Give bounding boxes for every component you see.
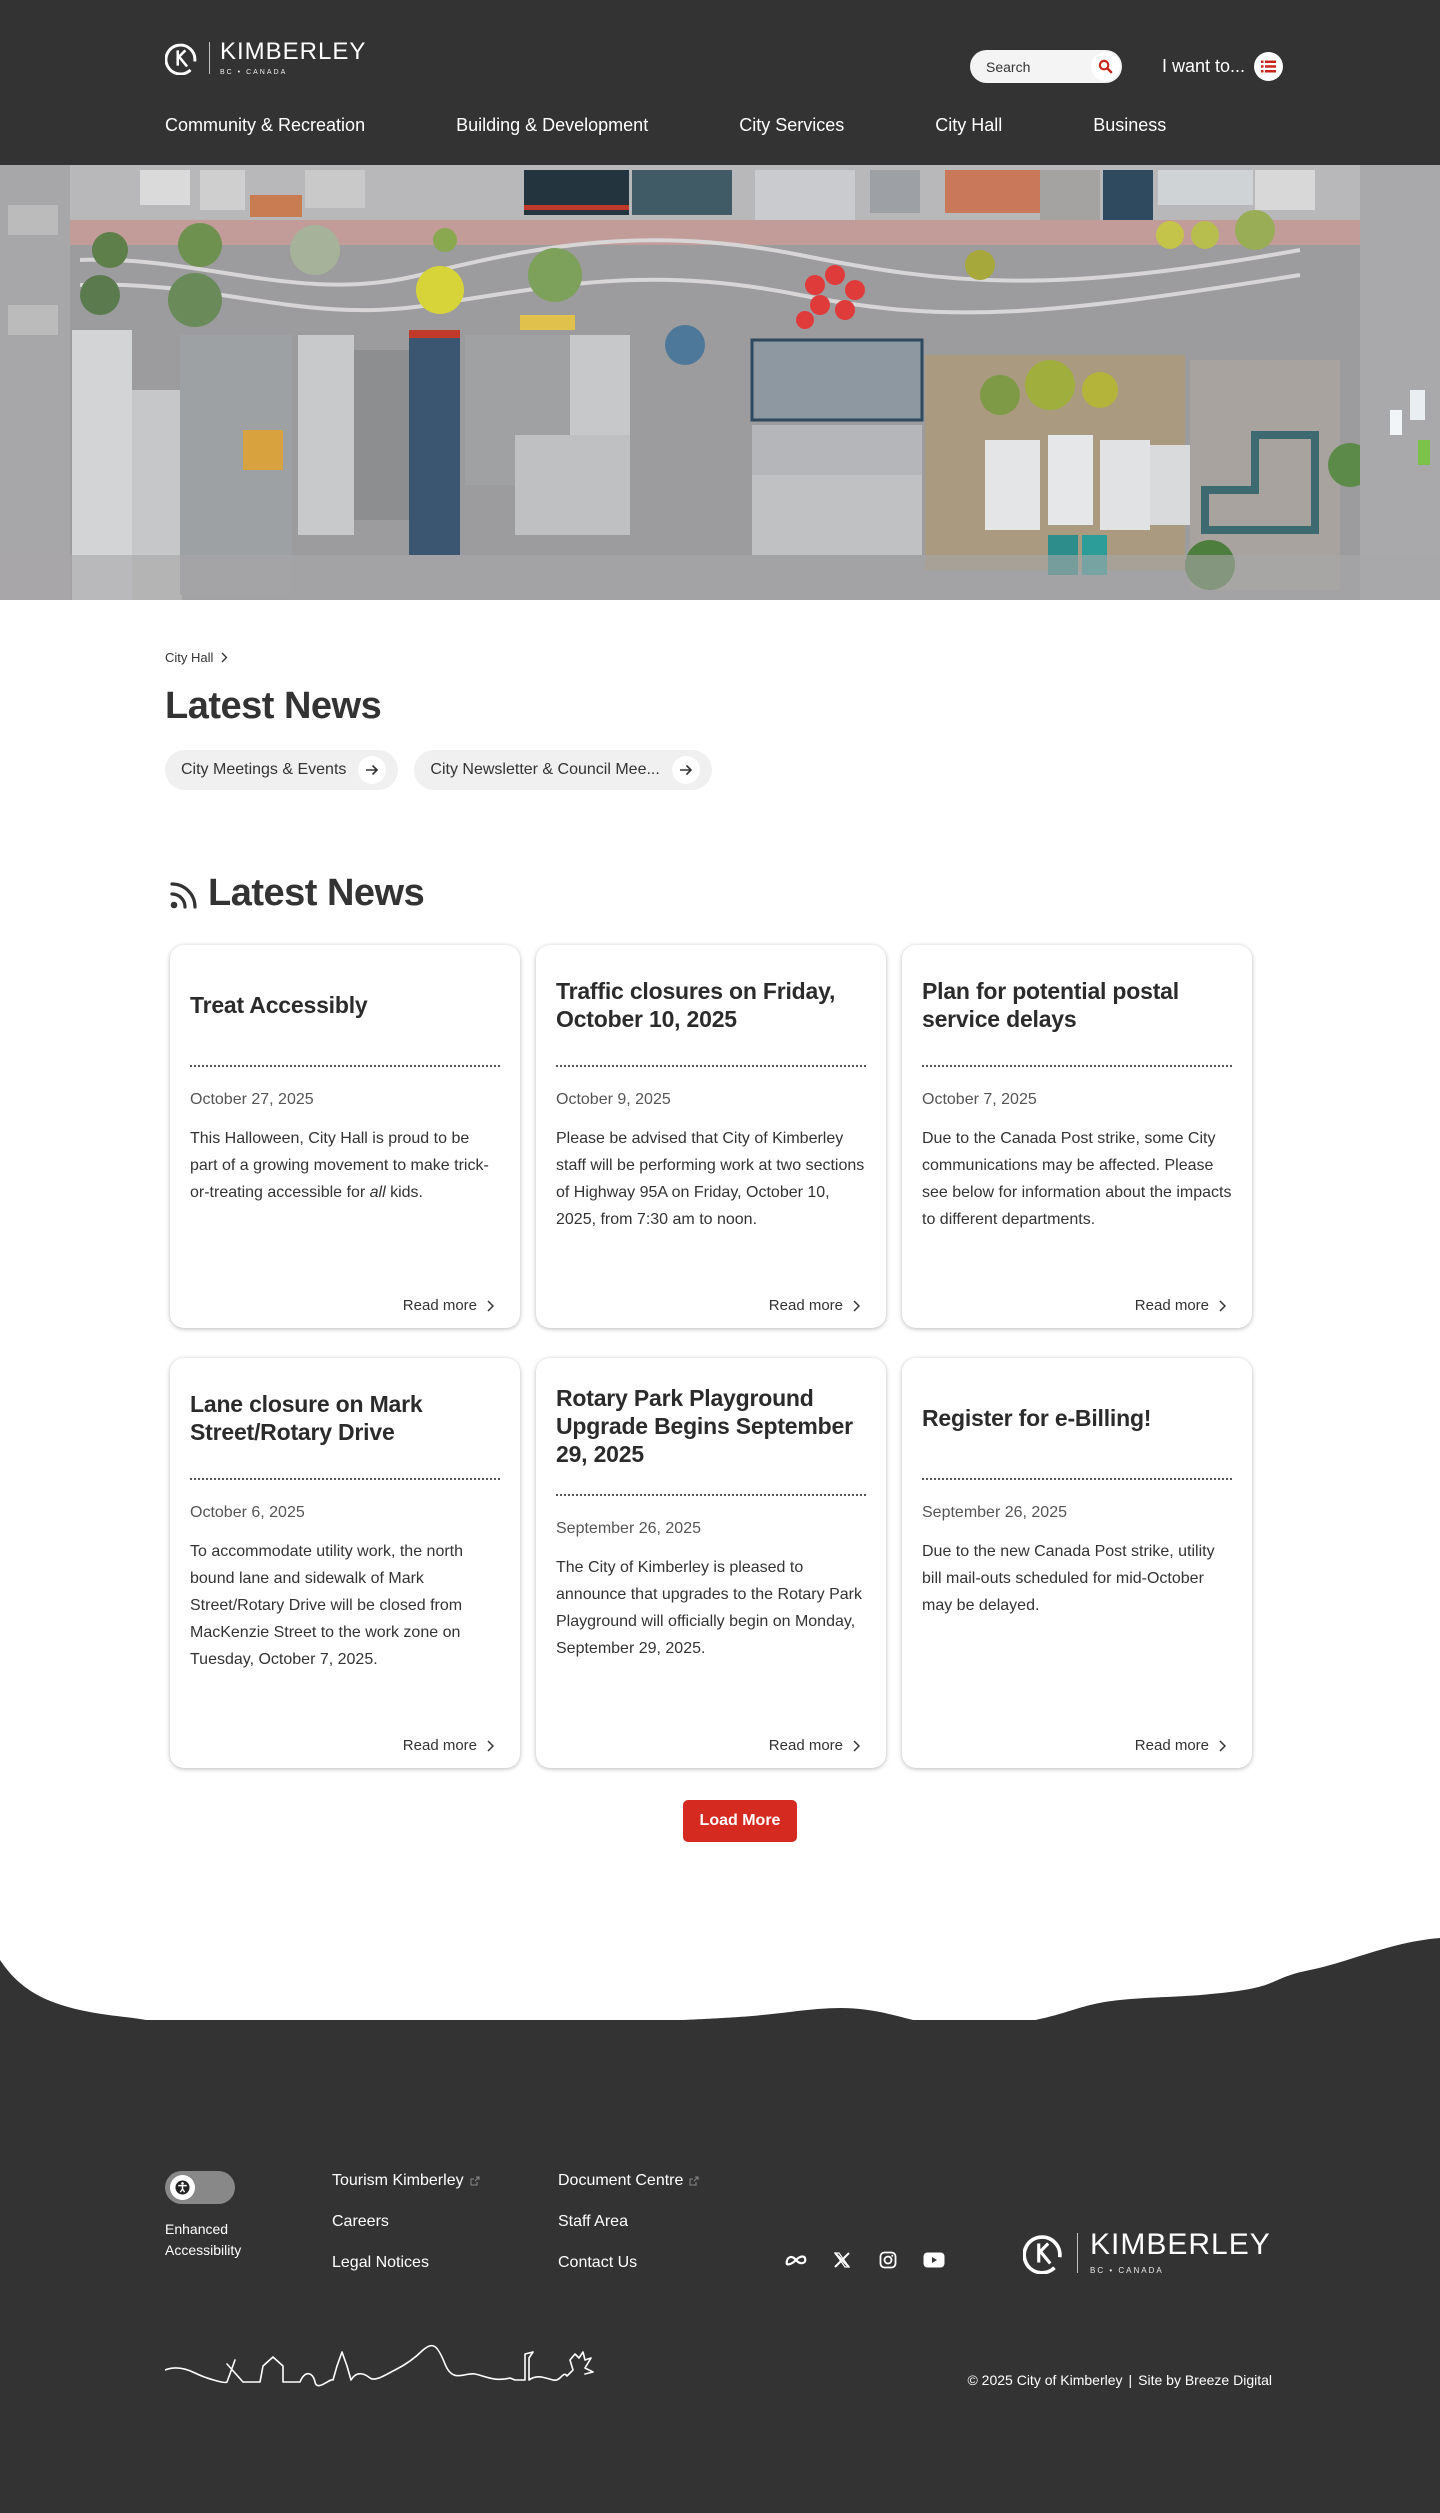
breadcrumb xyxy=(165,650,228,665)
news-card-date: September 26, 2025 xyxy=(556,1520,701,1537)
accessibility-label-line2: Accessibility xyxy=(165,2242,242,2258)
external-link-icon xyxy=(470,2176,480,2186)
meta-icon[interactable] xyxy=(785,2249,807,2271)
site-header xyxy=(0,0,1440,165)
page-title: Latest News xyxy=(165,685,382,727)
enhanced-accessibility-toggle[interactable] xyxy=(165,2171,235,2204)
read-more-label: Read more xyxy=(768,1297,843,1314)
i-want-to-label: I want to... xyxy=(1162,55,1246,76)
search-button[interactable] xyxy=(1091,52,1120,81)
accessibility-icon xyxy=(170,2175,195,2200)
copyright xyxy=(967,2372,1272,2388)
read-more-link[interactable] xyxy=(769,1737,860,1754)
news-card-date: October 6, 2025 xyxy=(190,1504,305,1521)
copyright-separator: | xyxy=(1128,2372,1133,2388)
logo-divider xyxy=(209,42,210,74)
logo-name: KIMBERLEY xyxy=(220,38,367,65)
news-card-excerpt: Due to the Canada Post strike, some City communications may be affected. Please see below for information about the impacts to different departments. xyxy=(922,1130,1232,1228)
arrow-right-icon xyxy=(672,756,700,784)
news-card-date: October 9, 2025 xyxy=(556,1091,671,1108)
town-skyline-line-art xyxy=(165,2340,675,2390)
dotted-divider xyxy=(190,1478,500,1480)
footer-logo-name: KIMBERLEY xyxy=(1090,2228,1271,2261)
site-footer xyxy=(0,2020,1440,2513)
main-nav xyxy=(165,115,1166,136)
dotted-divider xyxy=(922,1478,1232,1480)
footer-link-careers[interactable]: Careers xyxy=(332,2213,389,2230)
instagram-icon[interactable] xyxy=(877,2249,899,2271)
news-card-excerpt: To accommodate utility work, the north bound lane and sidewalk of Mark Street/Rotary Drive will be closed from MacKenzie Street to the work zone on Tuesday, October 7, 2025. xyxy=(190,1543,464,1668)
kimberley-logo-icon xyxy=(165,41,199,75)
search-box xyxy=(970,50,1122,83)
arrow-right-icon xyxy=(358,756,386,784)
logo-subtitle: BC • CANADA xyxy=(220,69,288,76)
news-card-excerpt: Due to the new Canada Post strike, utility bill mail-outs scheduled for mid-October may be delayed. xyxy=(922,1543,1215,1614)
pill-label: City Meetings & Events xyxy=(181,761,347,778)
dotted-divider xyxy=(190,1065,500,1067)
footer-logo[interactable] xyxy=(1023,2230,1271,2275)
news-card[interactable] xyxy=(536,1358,886,1768)
footer-link-legal-notices[interactable]: Legal Notices xyxy=(332,2254,429,2271)
footer-links-col2 xyxy=(558,2170,699,2273)
news-card-date: October 7, 2025 xyxy=(922,1091,1037,1108)
news-card-date: September 26, 2025 xyxy=(922,1504,1067,1521)
rss-icon xyxy=(168,877,202,911)
news-card-title[interactable]: Register for e-Billing! xyxy=(922,1405,1152,1431)
i-want-to-button[interactable] xyxy=(1254,52,1283,81)
read-more-link[interactable] xyxy=(403,1737,494,1754)
dotted-divider xyxy=(556,1494,866,1496)
read-more-label: Read more xyxy=(402,1297,477,1314)
footer-link-staff-area[interactable]: Staff Area xyxy=(558,2213,628,2230)
i-want-to-menu[interactable] xyxy=(1162,50,1283,82)
accessibility-label xyxy=(165,2219,241,2261)
chevron-right-icon xyxy=(487,1300,494,1312)
copyright-text: © 2025 City of Kimberley xyxy=(967,2372,1123,2388)
news-section-title xyxy=(168,872,424,915)
read-more-link[interactable] xyxy=(769,1297,860,1314)
chevron-right-icon xyxy=(853,1300,860,1312)
accessibility-toggle-group xyxy=(165,2171,241,2261)
load-more-button[interactable]: Load More xyxy=(683,1800,797,1842)
read-more-label: Read more xyxy=(1134,1297,1209,1314)
footer-link-contact-us[interactable]: Contact Us xyxy=(558,2254,638,2271)
pill-label: City Newsletter & Council Mee... xyxy=(430,761,660,778)
pill-city-meetings-events[interactable] xyxy=(165,750,398,790)
news-card-date: October 27, 2025 xyxy=(190,1091,314,1108)
footer-link-document-centre[interactable] xyxy=(558,2170,699,2191)
footer-wave-divider xyxy=(0,1930,1440,2030)
search-icon xyxy=(1098,59,1113,74)
nav-city-hall[interactable]: City Hall xyxy=(935,115,1003,135)
search-input[interactable] xyxy=(986,59,1086,75)
nav-city-services[interactable]: City Services xyxy=(739,115,845,135)
excerpt-emphasis: all xyxy=(369,1184,386,1201)
excerpt-text: This Halloween, City Hall is proud to be part of a growing movement to make trick-or-treating accessible for xyxy=(190,1130,489,1201)
news-card-title[interactable]: Rotary Park Playground Upgrade Begins September 29, 2025 xyxy=(556,1385,853,1467)
social-links xyxy=(785,2249,945,2271)
dotted-divider xyxy=(922,1065,1232,1067)
news-card[interactable] xyxy=(902,1358,1252,1768)
footer-link-label: Document Centre xyxy=(558,2172,684,2189)
chevron-right-icon xyxy=(1219,1740,1226,1752)
read-more-link[interactable] xyxy=(1135,1297,1226,1314)
excerpt-text-end: kids. xyxy=(385,1184,423,1201)
read-more-label: Read more xyxy=(402,1737,477,1754)
news-card-excerpt xyxy=(190,1125,500,1206)
dotted-divider xyxy=(556,1065,866,1067)
chevron-right-icon xyxy=(221,652,228,663)
news-card[interactable] xyxy=(170,1358,520,1768)
nav-community-recreation[interactable]: Community & Recreation xyxy=(165,115,366,135)
read-more-link[interactable] xyxy=(403,1297,494,1314)
nav-building-development[interactable]: Building & Development xyxy=(456,115,649,135)
list-icon xyxy=(1261,60,1276,73)
footer-links-col1 xyxy=(332,2170,480,2273)
logo-divider xyxy=(1077,2233,1078,2273)
nav-business[interactable]: Business xyxy=(1093,115,1167,135)
news-card-excerpt: The City of Kimberley is pleased to announce that upgrades to the Rotary Park Playground will officially begin on Monday, September 29, 2025. xyxy=(556,1559,862,1657)
news-card[interactable] xyxy=(170,945,520,1328)
youtube-icon[interactable] xyxy=(923,2249,945,2271)
hero-image xyxy=(0,165,1440,600)
news-section-title-text: Latest News xyxy=(208,872,425,914)
news-card-title[interactable]: Traffic closures on Friday, October 10, 2025 xyxy=(556,978,836,1032)
news-card-title[interactable]: Lane closure on Mark Street/Rotary Drive xyxy=(190,1391,423,1445)
read-more-label: Read more xyxy=(768,1737,843,1754)
external-link-icon xyxy=(689,2176,699,2186)
chevron-right-icon xyxy=(487,1740,494,1752)
related-links xyxy=(165,750,712,790)
footer-link-tourism-kimberley[interactable] xyxy=(332,2170,480,2191)
news-card-title[interactable]: Treat Accessibly xyxy=(190,992,368,1018)
read-more-link[interactable] xyxy=(1135,1737,1226,1754)
footer-link-label: Tourism Kimberley xyxy=(332,2172,464,2189)
news-card[interactable] xyxy=(536,945,886,1328)
read-more-label: Read more xyxy=(1134,1737,1209,1754)
footer-logo-subtitle: BC • CANADA xyxy=(1090,2266,1164,2275)
pill-city-newsletter-council[interactable] xyxy=(414,750,711,790)
news-card-title[interactable]: Plan for potential postal service delays xyxy=(922,978,1179,1032)
x-icon[interactable] xyxy=(831,2249,853,2271)
news-card[interactable] xyxy=(902,945,1252,1328)
site-logo[interactable] xyxy=(165,40,366,76)
aerial-town-illustration xyxy=(0,165,1440,600)
breadcrumb-city-hall[interactable]: City Hall xyxy=(165,650,214,665)
news-card-excerpt: Please be advised that City of Kimberley staff will be performing work at two sections of Highway 95A on Friday, October 10, 2025, from 7:30 am to noon. xyxy=(556,1130,865,1228)
kimberley-logo-icon xyxy=(1023,2232,1065,2274)
accessibility-label-line1: Enhanced xyxy=(165,2221,229,2237)
chevron-right-icon xyxy=(853,1740,860,1752)
news-grid xyxy=(170,945,1252,1768)
chevron-right-icon xyxy=(1219,1300,1226,1312)
site-credit-link[interactable]: Site by Breeze Digital xyxy=(1138,2372,1272,2388)
